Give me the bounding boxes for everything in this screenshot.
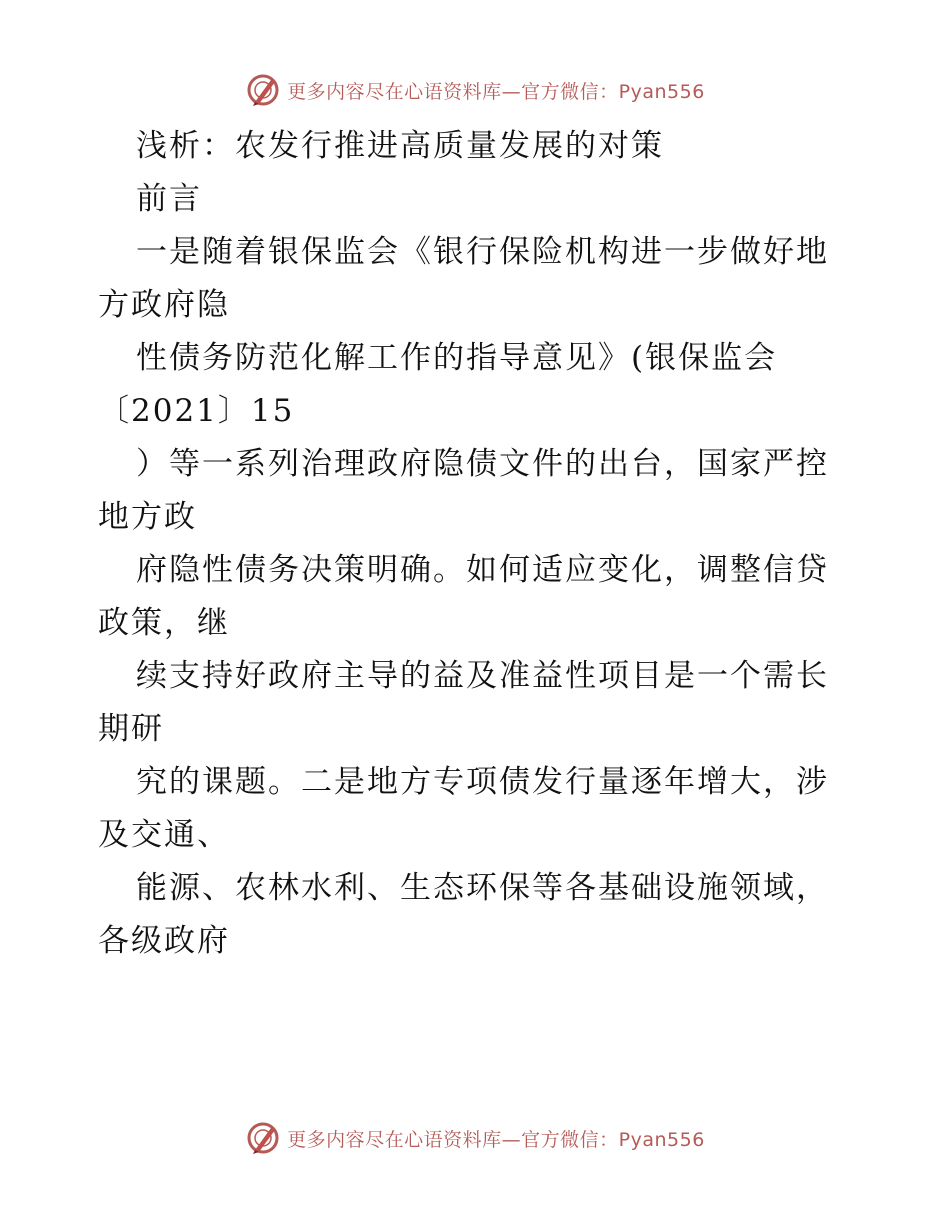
header-watermark	[0, 70, 950, 110]
paragraph-line: 各级政府	[98, 923, 230, 959]
document-title: 浅析：农发行推进高质量发展的对策	[136, 128, 664, 164]
footer-watermark-text: 更多内容尽在心语资料库—官方微信：Pyan556	[287, 1128, 705, 1151]
paragraph-line: 续支持好政府主导的益及准益性项目是一个需长	[136, 658, 829, 694]
header-watermark-text: 更多内容尽在心语资料库—官方微信：Pyan556	[287, 80, 705, 103]
paragraph-line: 方政府隐	[98, 287, 230, 323]
paragraph-line: 性债务防范化解工作的指导意见》(银保监会	[136, 340, 778, 376]
paragraph-line: 究的课题。二是地方专项债发行量逐年增大，涉	[136, 764, 829, 800]
section-heading: 前言	[136, 181, 202, 217]
document-body	[98, 120, 858, 968]
pen-logo-icon	[245, 1120, 281, 1156]
paragraph-line: 期研	[98, 711, 164, 747]
paragraph-line: 一是随着银保监会《银行保险机构进一步做好地	[136, 234, 829, 270]
pen-logo-icon	[245, 72, 281, 108]
paragraph-line: 能源、农林水利、生态环保等各基础设施领域，	[136, 870, 829, 906]
paragraph-line: 地方政	[98, 499, 197, 535]
paragraph-line: 〔2021〕15	[98, 393, 295, 429]
footer-watermark	[0, 1118, 950, 1158]
paragraph-line: 府隐性债务决策明确。如何适应变化，调整信贷	[136, 552, 829, 588]
paragraph-line: 及交通、	[98, 817, 230, 853]
paragraph-line: ）等一系列治理政府隐债文件的出台，国家严控	[136, 446, 829, 482]
paragraph-line: 政策，继	[98, 605, 230, 641]
